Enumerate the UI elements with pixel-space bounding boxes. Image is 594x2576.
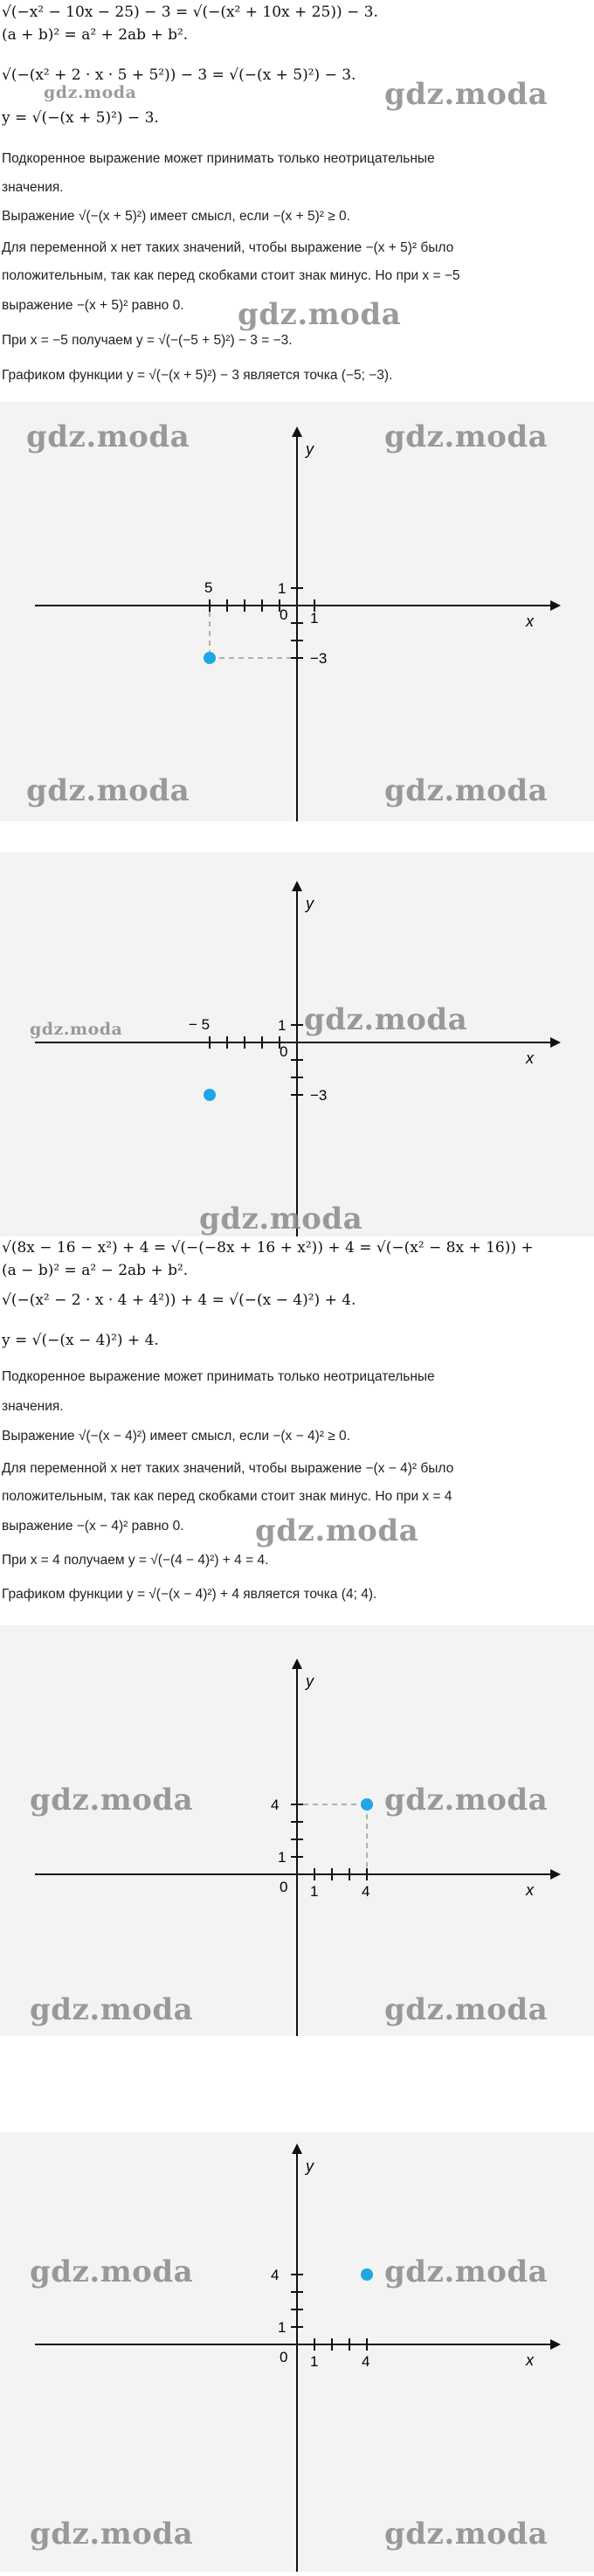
x-axis-label: x bbox=[526, 2351, 534, 2369]
origin-label: 0 bbox=[280, 606, 288, 623]
tick-label: 4 bbox=[271, 1797, 280, 1813]
equation-line: √(−(x² − 2 · x · 4 + 4²)) + 4 = √(−(x − 4)²) + 4. bbox=[2, 1291, 356, 1309]
watermark: gdz.moda bbox=[384, 2517, 549, 2552]
tick-label: 1 bbox=[310, 1883, 319, 1900]
y-axis-label: y bbox=[306, 1672, 314, 1690]
text-line: При x = 4 получаем y = √(−(4 − 4)²) + 4 = 4. bbox=[2, 1553, 269, 1568]
equation-line: y = √(−(x − 4)²) + 4. bbox=[2, 1332, 159, 1349]
tick-label: 1 bbox=[310, 2353, 319, 2370]
watermark: gdz.moda bbox=[255, 1513, 419, 1548]
graph-1 bbox=[0, 402, 594, 821]
watermark: gdz.moda bbox=[30, 2254, 194, 2289]
origin-label: 0 bbox=[280, 1879, 288, 1895]
text-line: выражение −(x − 4)² равно 0. bbox=[2, 1519, 184, 1534]
watermark: gdz.moda bbox=[384, 419, 549, 454]
text-line: Для переменной x нет таких значений, чтобы выражение −(x − 4)² было bbox=[2, 1461, 454, 1476]
tick-label: 4 bbox=[362, 2353, 370, 2370]
watermark: gdz.moda bbox=[26, 419, 190, 454]
tick-label: −3 bbox=[310, 1087, 328, 1104]
x-axis-label: x bbox=[526, 613, 534, 630]
text-line: значения. bbox=[2, 180, 64, 195]
tick-label: 1 bbox=[278, 580, 287, 597]
tick-label: 1 bbox=[278, 1017, 287, 1034]
text-line: При x = −5 получаем y = √(−(−5 + 5)²) − 3 = −3. bbox=[2, 333, 293, 348]
tick-label: 1 bbox=[278, 1849, 287, 1866]
y-axis-label: y bbox=[306, 440, 314, 458]
watermark: gdz.moda bbox=[238, 297, 402, 332]
origin-label: 0 bbox=[280, 2349, 288, 2365]
text-line: Подкоренное выражение может принимать только неотрицательные bbox=[2, 1369, 435, 1384]
text-line: положительным, так как перед скобками стоит знак минус. Но при x = 4 bbox=[2, 1489, 452, 1504]
equation-line: √(−(x² + 2 · x · 5 + 5²)) − 3 = √(−(x + 5)²) − 3. bbox=[2, 66, 356, 84]
x-axis-arrow bbox=[550, 1037, 561, 1048]
watermark: gdz.moda bbox=[44, 83, 137, 102]
graph-panel bbox=[0, 402, 594, 821]
text-line: Для переменной x нет таких значений, чтобы выражение −(x + 5)² было bbox=[2, 240, 454, 255]
watermark: gdz.moda bbox=[30, 2517, 194, 2552]
watermark: gdz.moda bbox=[26, 773, 190, 808]
equation-line: √(−x² − 10x − 25) − 3 = √(−(x² + 10x + 25)) − 3. bbox=[2, 3, 378, 21]
graph-4 bbox=[0, 2132, 594, 2572]
tick-label: 1 bbox=[278, 2319, 287, 2336]
graph-2 bbox=[0, 852, 594, 1236]
text-line: выражение −(x + 5)² равно 0. bbox=[2, 298, 184, 313]
watermark: gdz.moda bbox=[199, 1201, 363, 1236]
text-line: Графиком функции y = √(−(x + 5)²) − 3 является точка (−5; −3). bbox=[2, 368, 393, 383]
y-axis-label: y bbox=[306, 2157, 314, 2175]
text-line: положительным, так как перед скобками стоит знак минус. Но при x = −5 bbox=[2, 268, 460, 283]
text-line: значения. bbox=[2, 1399, 64, 1414]
tick-label: 5 bbox=[204, 579, 213, 596]
tick-label: − 5 bbox=[189, 1016, 211, 1033]
y-axis-arrow bbox=[292, 2143, 302, 2154]
tick-label: 1 bbox=[310, 610, 319, 627]
text-line: Выражение √(−(x + 5)²) имеет смысл, если −(x + 5)² ≥ 0. bbox=[2, 209, 350, 224]
x-axis-label: x bbox=[526, 1881, 534, 1899]
graph-panel bbox=[0, 852, 594, 1236]
watermark: gdz.moda bbox=[384, 77, 549, 112]
watermark: gdz.moda bbox=[384, 773, 549, 808]
x-axis-arrow bbox=[550, 2339, 561, 2350]
text-line: Выражение √(−(x − 4)²) имеет смысл, если −(x − 4)² ≥ 0. bbox=[2, 1429, 350, 1444]
watermark: gdz.moda bbox=[30, 1992, 194, 2027]
tick-label: 4 bbox=[362, 1883, 370, 1900]
graph-panel bbox=[0, 2132, 594, 2572]
x-axis-arrow bbox=[550, 600, 561, 611]
equation-line: (a + b)² = a² + 2ab + b². bbox=[2, 26, 189, 44]
graph-panel bbox=[0, 1625, 594, 2036]
graph-3 bbox=[0, 1625, 594, 2036]
y-axis-arrow bbox=[292, 426, 302, 437]
text-line: Подкоренное выражение может принимать только неотрицательные bbox=[2, 151, 435, 166]
origin-label: 0 bbox=[280, 1043, 288, 1060]
y-axis-arrow bbox=[292, 881, 302, 891]
watermark: gdz.moda bbox=[30, 1020, 123, 1039]
tick-label: −3 bbox=[310, 650, 328, 667]
graph-point bbox=[361, 1798, 373, 1811]
graph-point bbox=[204, 1089, 216, 1101]
x-axis-label: x bbox=[526, 1049, 534, 1067]
watermark: gdz.moda bbox=[304, 1002, 468, 1037]
text-line: Графиком функции y = √(−(x − 4)²) + 4 является точка (4; 4). bbox=[2, 1587, 377, 1602]
equation-line: (a − b)² = a² − 2ab + b². bbox=[2, 1262, 189, 1279]
watermark: gdz.moda bbox=[30, 1783, 194, 1818]
graph-point bbox=[361, 2268, 373, 2281]
watermark: gdz.moda bbox=[384, 1992, 549, 2027]
watermark: gdz.moda bbox=[384, 2254, 549, 2289]
equation-line: √(8x − 16 − x²) + 4 = √(−(−8x + 16 + x²)) + 4 = √(−(x² − 8x + 16)) + bbox=[2, 1239, 534, 1257]
watermark: gdz.moda bbox=[384, 1783, 549, 1818]
y-axis-label: y bbox=[306, 895, 314, 912]
equation-line: y = √(−(x + 5)²) − 3. bbox=[2, 109, 159, 127]
x-axis-arrow bbox=[550, 1869, 561, 1880]
y-axis-arrow bbox=[292, 1658, 302, 1669]
graph-point bbox=[204, 652, 216, 664]
tick-label: 4 bbox=[271, 2267, 280, 2283]
